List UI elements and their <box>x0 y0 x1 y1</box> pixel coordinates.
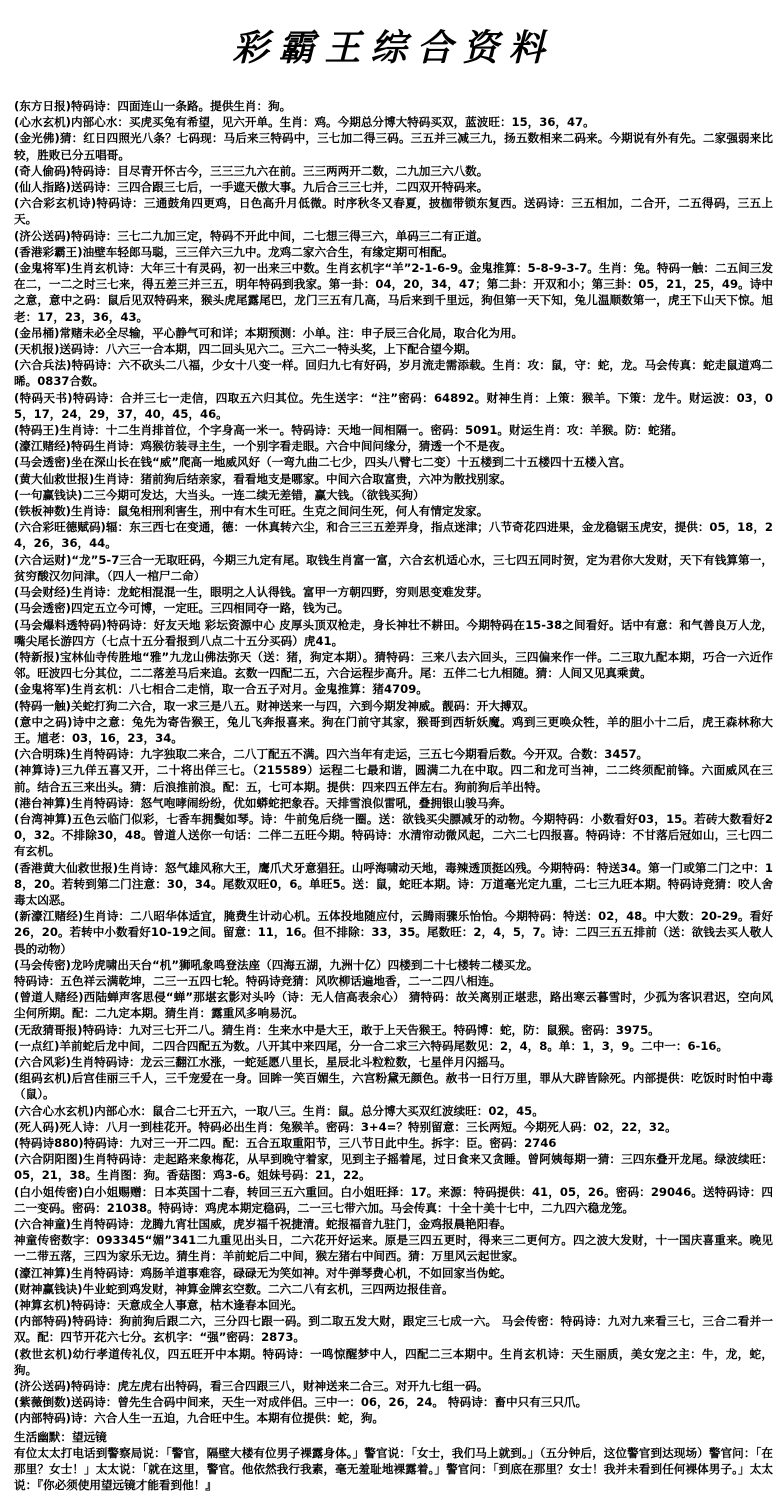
closing-heading: 生活幽默：望远镜 <box>14 1429 107 1444</box>
entry-item: (马会财经)生肖诗：龙蛇相混混一生，眼明之人认得钱。富甲一方朝四野，穷则思变难发芽。 <box>14 585 489 600</box>
entry-item: (特码王)生肖诗：十二生肖排首位，个字身高一米一。特码诗：天地一间相隔一。密码：5091。财运生肖：攻：羊猴。防：蛇猪。 <box>14 423 683 438</box>
entry-item: (心水玄机)内部心水：买虎买兔有希望，见六开单。生肖：鸡。今期总分博大特码买双，蓝波旺：15，36，47。 <box>14 115 595 130</box>
entry-item: (白小姐传密)白小姐赐赠：日本英国十二春，转回三五六重回。白小姐旺择：17。来源：特码提供：41，05，26。密码：29046。送特码诗：四二一变码。密码：21038。特码诗：鸡虎本期定稳码，二一三七带六加。马会传真：十全十美十七中，二九四六稳龙笼。 <box>14 1184 773 1215</box>
entry-item: (港台神算)生肖特码诗：怒气咆哮闹纷纷，优如蟒蛇把象吞。天排雪浪似雷吼，叠拥银山骏马奔。 <box>14 795 512 810</box>
entry-item: (特新报)宝林仙寺传胜地“雅”九龙山佛法弥天（送：猪，狗定本期）。猜特码：三来八去六回头，三四偏来作一伴。二三取九配本期，巧合一六近作邻。旺波四七分其位，二二落差马后来追。玄数一四配二五，六合运程步高升。尾：五伴二七九相随。猜：人间又见真乘黄。 <box>14 649 773 681</box>
entry-item: (六合兵法)特码诗：六不砍头二八福，少女十八变一样。回归九七有好码，岁月流走需添载。生肖：攻：鼠，守：蛇，龙。马会传真：蛇走鼠道鸡二晞。0837合数。 <box>14 358 773 389</box>
entry-item: (六合心水玄机)内部心水：鼠合二七开五六，一取八三。生肖：鼠。总分博大买双红波续旺：02，45。 <box>14 1103 544 1118</box>
entry-item: (金鬼将军)生肖玄机诗：大年三十有灵码，初一出来三中数。生肖玄机字“羊”2-1-6-9。金鬼推算：5-8-9-3-7。生肖：兔。特码一触：二五间三发在二，一二之时三七来，得五差三并三五，明年特码到我家。第一卦：04，20，34，47；第二卦：开双和小；第三卦：05，21，25，49。诗中之意，意中之码：鼠后见双特码来，猴头虎尾露尾巴，龙门三五有几高，马后来到千里远，狗但第一天下知，兔儿温顺数第一，虎王下山天下惊。旭老：17，23，36，43。 <box>14 261 773 324</box>
entry-item: (马会爆料透特码)特码诗：好友天地 彩坛资源中心 皮厚头顶双枪走，身长神壮不耕田。今期特码在15-38之间看好。话中有意：和气善良万人龙，嘴尖尾长游四方（七点十五分看报到八点二十五分买码）虎41。 <box>14 617 773 648</box>
entry-item: (马会透密)坐在深山长在钱“威”爬高一地威风好（一弯九曲二七少，四头八臂七二变）十五楼到二十五楼四十五楼入宫。 <box>14 455 632 470</box>
entry-item: (特码诗880)特码诗：九对三一开二四。配：五合五取重阳节，三八节日此中生。拆字：臣。密码：2746 <box>14 1136 557 1150</box>
entry-item: (曾道人赌经)西陆蝉声客思侵“蝉”那堪玄影对头吟（诗：无人信高表余心） 猜特码：故关离别正堪悲，路出寒云暮雪时，少孤为客识君迟，空向风尘何所期。配：二九定本期。猜生肖：露重风多响易沉。 <box>14 990 773 1021</box>
entry-item: (一点红)羊前蛇后龙中间，二四合四配五为数。八开其中来四尾，分一合二求三六特码尾数见：2，4，8。单：1，3，9。二中一：6-16。 <box>14 1038 729 1053</box>
entry-item: (金鬼将军)生肖玄机：八七相合二走悄，取一合五子对月。金鬼推算：猪4709。 <box>14 682 428 697</box>
entry-item: (财神赢钱诀)牛业蛇到鸡发财，神算金牌玄空数。二六二八有玄机，三四两边报佳音。 <box>14 1281 454 1296</box>
entry-item: (紫薇倒数)送码诗：曾先生合码中间来，天生一对成伴侣。三中一：06，26，24。 特码诗：畜中只有三只爪。 <box>14 1395 588 1410</box>
entries-list <box>14 98 773 1427</box>
entry-item: (特码天书)特码诗：合并三七一走信，四取五六归其位。先生送字：“注”密码：64892。财神生肖：上策：猴羊。下策：龙牛。财运波：03，05，17，24，29，37，40，45，46。 <box>14 390 773 421</box>
entry-item: (意中之码)诗中之意：兔先为寄告猴王，兔儿飞奔报喜来。狗在门前守其家，猴哥到西斩妖魔。鸡到三更唤众牲，羊的胆小十二后，虎王森林称大王。馗老：03，16，23，34。 <box>14 714 773 745</box>
entry-item: (铁板神数)生肖诗：鼠兔相刑利害生，刑中有木生可旺。生克之间问生死，何人有情定发家。 <box>14 504 489 519</box>
entry-item: (神算玄机)特码诗：天意成全人事意，枯木逢春本回光。 <box>14 1298 303 1313</box>
page-title: 彩霸王综合资料 <box>232 27 555 69</box>
entry-item: (马会传密)龙吟虎啸出天台“机”狮吼象鸣登法座（四海五湖，九洲十亿）四楼到二十七楼转二楼买龙。 <box>14 957 539 972</box>
entry-item: (天机报)送码诗：八六三一合本期，四二回头见六二。三六二一特头奖，上下配合望今期。 <box>14 342 477 357</box>
entry-item: (死人码)死人诗：八月一到桂花开。特码必出生肖：兔猴羊。密码：3+4=？特别留意：三长两短。今期死人码：02，22，32。 <box>14 1119 677 1134</box>
entry-item: (六合彩玄机诗)特码诗：三通鼓角四更鸡，日色高升月低微。时序秋冬又春夏，披枷带锁东复西。送码诗：三五相加，二合开，二五得码，三五上天。 <box>14 196 773 227</box>
entry-item: (六合明珠)生肖特码诗：九字独取二来合，二八丁配五不满。四六当年有走运，三五七今期看后数。今开双。合数：3457。 <box>14 747 649 762</box>
entry-item: (无敌猜哥报)特码诗：九对三七开二八。猜生肖：生来水中是大王，敢于上天告猴王。特码博：蛇，防：鼠猴。密码：3975。 <box>14 1022 660 1037</box>
entry-item: (马会透密)四定五立今可博，一定旺。三四相同夺一路，钱为己。 <box>14 601 350 616</box>
entry-item: (一句赢钱诀)二三今期可发达，大当头。一连二续无差错，赢大钱。（欲钱买狗） <box>14 487 425 502</box>
entry-item: (救世玄机)幼行孝道传礼仪，四五旺开中本期。特码诗：一鸣惊醒梦中人，四配二三本期中。生肖玄机诗：天生丽质，美女宠之主：牛，龙，蛇，狗。 <box>14 1346 773 1377</box>
entry-item: (香港彩霸王)油壁车轻郎马聪，三三佯六三九中。龙鸡二家六合生，有缘定期可相配。 <box>14 244 454 259</box>
entry-item: (六合彩旺德赋码)辐：东三西七在变通，德：一休真转六尘，和合三三五差弄身，指点迷津；八节奇花四进果，金龙稳锯玉虎安，提供：05，18，24，26，36，44。 <box>14 520 773 551</box>
entry-item: (济公送码)特码诗：三七二九加三定，特码不开此中间，二七想三得三六，单码三二有正道。 <box>14 228 489 243</box>
entry-item: (新濠江赌经)生肖诗：二八昭华体适宜，腌费生计动心机。五体投地随应付，云腾雨骤乐怡怡。今期特码：特送：02，48。中大数：20-29。看好26，20。若转中小数看好10-19之间。留意：11，16。但不排除：33，35。尾数旺：2，4，5，7。诗：二四三五五排前（送：欲钱去买人敬人畏的动物） <box>14 909 773 956</box>
entry-item: (香港黄大仙救世报)生肖诗：怒气雄风称大王，鹰爪犬牙意猖狂。山呼海啸动天地，毒辣透顶挺凶残。今期特码：特送34。第一门或第二门之中：18，20。若转到第二门注意：30，34。尾数双旺0，6。单旺5。送：鼠，蛇旺本期。诗：万道毫光定九重，二七三九旺本期。特码诗竞猜：咬人舍毒太凶恶。 <box>14 860 773 907</box>
entry-item: (黄大仙救世报)生肖诗：猪前狗后结亲家，看看地支是哪家。中间六合取富贵，六冲为散找别家。 <box>14 471 512 486</box>
entry-item: (内部特码)诗：六合人生一五迫，九合旺中生。本期有位提供：蛇，狗。 <box>14 1411 385 1426</box>
entry-item: (六合神童)生肖特码诗：龙腾九宵壮国威，虎岁福千祝捷清。蛇报福音九驻门，金鸡报晨艳阳春。 <box>14 1217 512 1232</box>
entry-item: (特码一触)关蛇打狗二六合，取一求三是八五。财神送来一与四，六到今期发神威。靓码：开大搏双。 <box>14 698 535 713</box>
closing-story: 有位太太打电话到警察局说：「警官，隔壁大楼有位男子裸露身体。」警官说：「女士，我们马上就到。」（五分钟后，这位警官到达现场）警官问：「在那里？女士！」太太说：「就在这里，警官。他依然我行我素，毫无羞耻地裸露着。」警官问：「到底在那里？女士！我并未看到任何裸体男子。」太太说：『你必须使用望远镜才能看到他！』 <box>14 1445 773 1493</box>
closing-section <box>14 1429 773 1494</box>
entry-item: (六合风彩)生肖特码诗：龙云三翻江水涨，一蛇延愿八里长，星辰北斗粒粒数，七星伴月闪摇马。 <box>14 1054 512 1069</box>
entry-item: (金光佛)猜：红日四照光八条？七码现：马后来三特码中，三七加二得三码。三五并三减三九，扬五数相来二码来。今期说有外有先。二家强弱来比较，胜败已分五唱哥。 <box>14 131 773 162</box>
entry-item: (仙人指路)送码诗：三四合跟三七后，一手遮天傲大事。九后合三三七并，二四双开特码来。 <box>14 180 489 195</box>
entry-item: (金吊桶)常赌未必全尽输，平心静气可和详；本期预测：小单。注：申子辰三合化局，取合化为用。 <box>14 325 524 340</box>
entry-item: (奇人偷码)特码诗：目尽青开怀古今，三三三九六在前。三三两两开二数，二九加三六八数。 <box>14 163 489 178</box>
entry-item: (组码玄机)后宫佳丽三千人，三千宠爱在一身。回眸一笑百媚生，六宫粉黛无颜色。赦书一日行万里，罪从大辟皆除死。内部提供：吃饭时时怕中毒（鼠）。 <box>14 1071 773 1102</box>
entry-item: (濠江神算)生肖特码诗：鸡肠羊道事难容，碌碌无为笑如神。对牛弹琴费心机，不如回家当伪蛇。 <box>14 1265 512 1280</box>
entry-item: 特码诗：五色祥云满乾坤，二三一五四七轮。特码诗竞猜：风吹柳话遍地香，二一二四八相连。 <box>14 973 501 988</box>
entry-item: (济公送码)特码诗：虎左虎右出特码，看三合四跟三八，财神送来二合三。对开九七组一码。 <box>14 1379 489 1394</box>
entry-item: (六合阴阳图)生肖特码诗：走起路来象梅花，从早到晚守着家，见到主子摇着尾，过日食来又贪睡。曾阿姨每期一猜：三四东叠开龙尾。绿波续旺：05，21，38。生肖图：狗。香菇图：鸡3-6。姐妹号码：21，22。 <box>14 1152 773 1183</box>
entry-item: (神算诗)三九佯五喜又开，二十将出佯三七。（215589）运程二七最和谐，圆满二九在中取。四二和龙可当神，二二终须配前锋。六面威风在三前。结合五三来出头。猜：后浪推前浪。配：五，七可本期。提供：四来四五伴左右。狗前狗后羊出特。 <box>14 763 773 794</box>
entry-item: (内部特码)特码诗：狗前狗后跟二六，三分四七跟一码。到二取五发大财，跟定三七成一六。 马会传密：特码诗：九对九来看三七，三合二看并一双。配：四节开花六七分。玄机字：“强”密码：2873。 <box>14 1314 773 1345</box>
entry-item: (六合运财)“龙”5-7三合一无取旺码，今期三九定有尾。取钱生肖富一富，六合玄机适心水，三七四五同时贺，定为君你大发财，天下有钱算第一，贫穷酸汉勿问津。（四人一棺尸二命） <box>14 552 773 583</box>
entry-item: (濠江赌经)特码生肖诗：鸡猴彷装寻主生，一个别字看走眼。六合中间问缘分，猜透一个不是夜。 <box>14 439 512 454</box>
entry-item: (台湾神算)五色云临门似彩，七香车拥鬓如琴。诗：牛前兔后绕一圈。送：欲钱买尖膘减牙的动物。今期特码：小数看好03，15。若砖大数看好20，32。不排除30，48。曾道人送你一句话：二伴二五旺今期。特码诗：水清帘动微风起，二六二七四报喜。特码诗：不甘落后冠如山，三七四二有玄机。 <box>14 811 773 859</box>
entry-item: (东方日报)特码诗：四面连山一条路。提供生肖：狗。 <box>14 99 292 113</box>
entry-item: 神童传密数字：093345“媚”341二九重见出头日，二六花开好运来。原是三四五更时，得来三二更何方。四之波大发财，十一国庆喜重来。晚见一二带五落，三四为家乐无边。猜生肖：羊前蛇后二中间，猴左猪右中间西。猜：万里风云起世家。 <box>14 1233 773 1264</box>
